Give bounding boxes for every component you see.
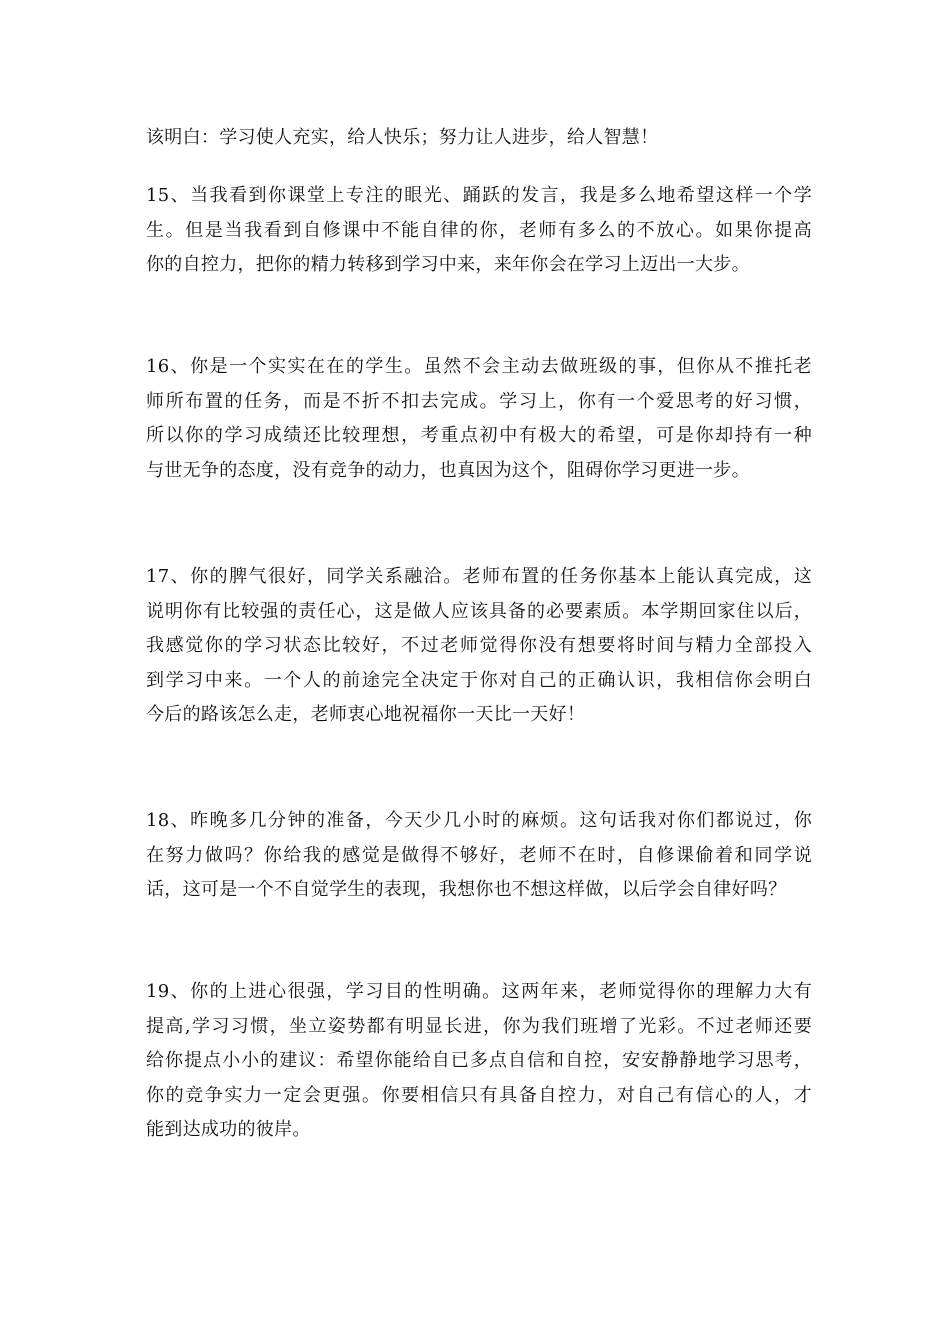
text-line: 所以你的学习成绩还比较理想，考重点初中有极大的希望，可是你却持有一种 [146,425,812,447]
text-line: 15、当我看到你课堂上专注的眼光、踊跃的发言，我是多么地希望这样一个学 [146,185,812,206]
text-line: 在努力做吗？你给我的感觉是做得不够好，老师不在时，自修课偷着和同学说 [146,844,812,866]
text-line: 能到达成功的彼岸。 [146,1119,311,1141]
text-line: 你的自控力，把你的精力转移到学习中来，来年你会在学习上迈出一大步。 [146,254,750,276]
text-line: 16、你是一个实实在在的学生。虽然不会主动去做班级的事，但你从不推托老 [146,356,812,377]
paragraph-comment-18 [146,804,812,908]
text-line: 生。但是当我看到自修课中不能自律的你，老师有多么的不放心。如果你提高 [146,219,812,241]
paragraph-intro-tail [146,121,812,156]
paragraph-comment-17 [146,560,812,733]
text-line: 你的竞争实力一定会更强。你要相信只有具备自控力，对自己有信心的人，才 [146,1084,812,1106]
text-line: 提高,学习习惯，坐立姿势都有明显长进，你为我们班增了光彩。不过老师还要 [146,1015,812,1037]
text-line: 19、你的上进心很强，学习目的性明确。这两年来，老师觉得你的理解力大有 [146,981,812,1002]
text-line: 我感觉你的学习状态比较好，不过老师觉得你没有想要将时间与精力全部投入 [146,635,812,657]
paragraph-comment-15 [146,179,812,283]
text-line: 该明白：学习使人充实，给人快乐；努力让人进步，给人智慧！ [146,127,659,148]
paragraph-comment-19 [146,975,812,1148]
text-line: 说明你有比较强的责任心，这是做人应该具备的必要素质。本学期回家住以后， [146,600,812,622]
text-line: 18、昨晚多几分钟的准备，今天少几小时的麻烦。这句话我对你们都说过，你 [146,810,812,831]
text-line: 话，这可是一个不自觉学生的表现，我想你也不想这样做，以后学会自律好吗？ [146,879,787,901]
text-line: 给你提点小小的建议：希望你能给自已多点自信和自控，安安静静地学习思考， [146,1050,812,1072]
text-line: 师所布置的任务，而是不折不扣去完成。学习上，你有一个爱思考的好习惯， [146,390,812,412]
text-line: 今后的路该怎么走，老师衷心地祝福你一天比一天好！ [146,704,586,726]
text-line: 与世无争的态度，没有竞争的动力，也真因为这个，阻碍你学习更进一步。 [146,459,750,481]
text-line: 17、你的脾气很好，同学关系融洽。老师布置的任务你基本上能认真完成，这 [146,566,812,587]
paragraph-comment-16 [146,350,812,488]
text-line: 到学习中来。一个人的前途完全决定于你对自己的正确认识，我相信你会明白 [146,669,812,691]
